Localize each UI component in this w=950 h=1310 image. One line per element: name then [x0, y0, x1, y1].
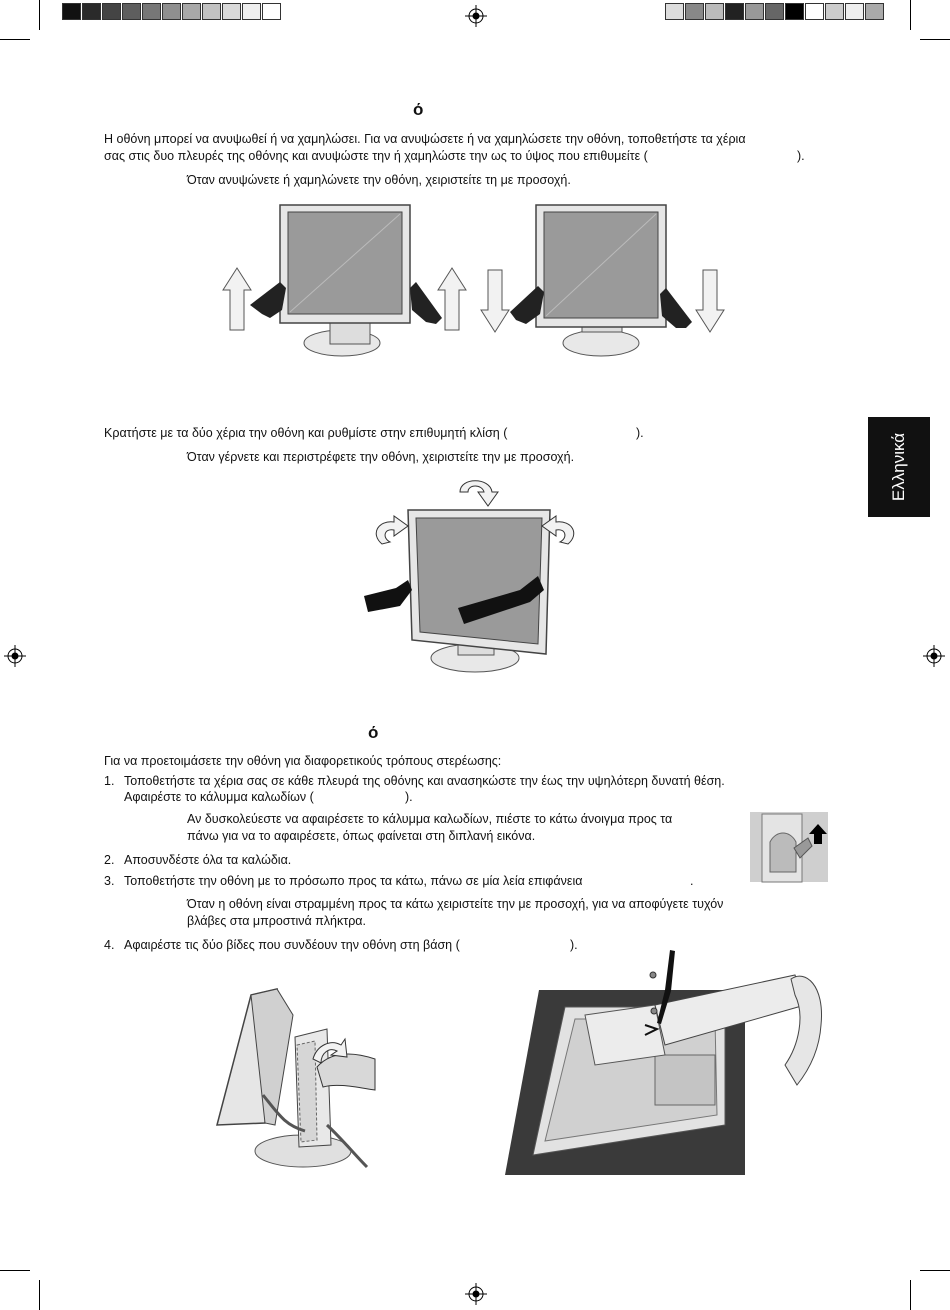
section2-paragraph-end: ). [636, 426, 644, 440]
down-arrow-icon [481, 270, 509, 332]
step4-number: 4. [104, 938, 115, 952]
remove-screws-illustration [505, 945, 825, 1177]
step4-text: Αφαιρέστε τις δύο βίδες που συνδέουν την οθόνη στη βάση ( [124, 938, 460, 952]
note2-line2: βλάβες στα μπροστινά πλήκτρα. [187, 914, 367, 928]
tilt-swivel-illustration [360, 472, 590, 682]
step1-line2-end: ). [405, 790, 413, 804]
step3-number: 3. [104, 874, 115, 888]
section1-paragraph-line1: Η οθόνη μπορεί να ανυψωθεί ή να χαμηλώσει. Για να ανυψώσετε ή να χαμηλώσετε την οθόνη, τοποθετήστε τα χέρια [104, 132, 746, 146]
up-arrow-icon [223, 268, 251, 330]
registration-mark-icon [923, 645, 945, 667]
section1-paragraph-line2-end: ). [797, 149, 805, 163]
hand-right-icon [410, 282, 442, 324]
step1-line1: Τοποθετήστε τα χέρια σας σε κάθε πλευρά της οθόνης και ανασηκώστε την έως την υψηλότερη δυνατή θέση. [124, 774, 725, 788]
monitor-lowered [536, 205, 666, 356]
cable-cover-thumbnail [750, 812, 828, 882]
remove-cable-cover-illustration [205, 975, 375, 1175]
step2-text: Αποσυνδέστε όλα τα καλώδια. [124, 853, 292, 867]
section-heading-remove-stand: ό [368, 723, 379, 742]
note1-line1: Αν δυσκολεύεστε να αφαιρέσετε το κάλυμμα καλωδίων, πιέστε το κάτω άνοιγμα προς τα [187, 812, 673, 826]
monitor-raised [280, 205, 410, 356]
registration-mark-icon [4, 645, 26, 667]
section2-paragraph: Κρατήστε με τα δύο χέρια την οθόνη και ρυθμίστε στην επιθυμητή κλίση ( [104, 426, 508, 440]
section1-paragraph-line2: σας στις δυο πλευρές της οθόνης και ανυψώστε την ή χαμηλώστε την ως το ύψος που επιθυμείτε ( [104, 149, 648, 163]
section-heading-height: ό [413, 100, 424, 119]
step2-number: 2. [104, 853, 115, 867]
note1-line2: πάνω για να το αφαιρέσετε, όπως φαίνεται στη διπλανή εικόνα. [187, 829, 536, 843]
rotate-arrow-icon [376, 516, 408, 544]
hand-icon [317, 1054, 375, 1090]
raise-lower-illustration [220, 200, 730, 365]
up-arrow-icon [438, 268, 466, 330]
section1-caution: Όταν ανυψώνετε ή χαμηλώνετε την οθόνη, χειριστείτε τη με προσοχή. [187, 173, 571, 187]
section3-intro: Για να προετοιμάσετε την οθόνη για διαφορετικούς τρόπους στερέωσης: [104, 754, 502, 768]
step1-number: 1. [104, 774, 115, 788]
note2-line1: Όταν η οθόνη είναι στραμμένη προς τα κάτω χειριστείτε την με προσοχή, για να αποφύγετε τυχόν [187, 897, 724, 911]
language-tab-label: Ελληνικά [889, 432, 908, 502]
registration-mark-icon [465, 5, 487, 27]
screw-icon [651, 1008, 657, 1014]
language-tab [868, 417, 930, 517]
arm-left-icon [364, 580, 412, 612]
section2-caution: Όταν γέρνετε και περιστρέφετε την οθόνη, χειριστείτε την με προσοχή. [187, 450, 575, 464]
step1-line2: Αφαιρέστε το κάλυμμα καλωδίων ( [124, 790, 314, 804]
registration-mark-icon [465, 1283, 487, 1305]
step3-text: Τοποθετήστε την οθόνη με το πρόσωπο προς τα κάτω, πάνω σε μία λεία επιφάνεια [124, 874, 583, 888]
rotate-arrow-icon [460, 481, 498, 506]
down-arrow-icon [696, 270, 724, 332]
step4-end: ). [570, 938, 578, 952]
step3-end: . [690, 874, 694, 888]
screw-icon [650, 972, 656, 978]
